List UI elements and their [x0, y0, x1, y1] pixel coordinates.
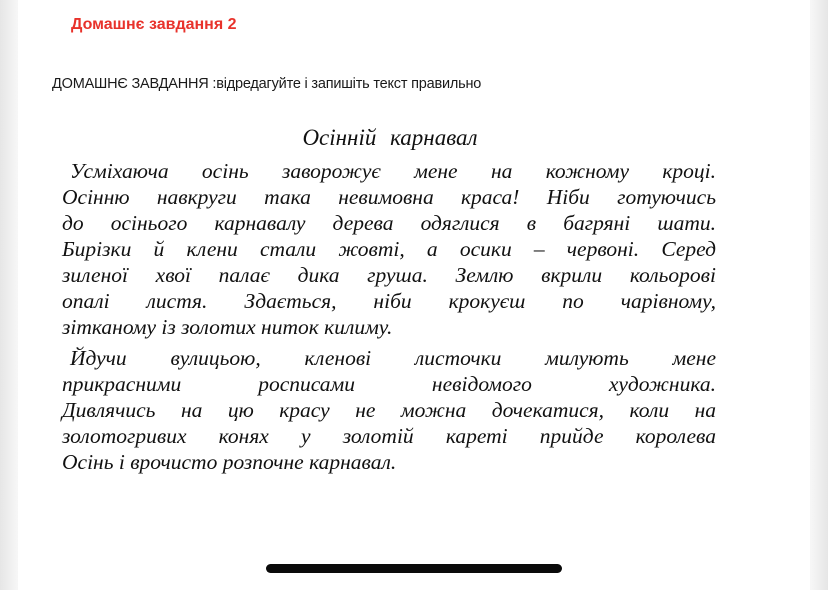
text-line: Осінь і врочисто розпочне карнавал.	[62, 450, 397, 474]
page-margin-left	[0, 0, 18, 590]
text-line: Осінню навкруги така невимовна краса! Ніби готуючись	[62, 185, 716, 209]
homework-heading: Домашнє завдання 2	[71, 16, 237, 33]
paragraph-1	[62, 158, 716, 340]
text-line: опалі листя. Здається, ніби крокуєш по чарівному,	[62, 289, 716, 313]
text-line: прикрасними росписами невідомого художника.	[62, 372, 716, 396]
paragraph-2	[62, 345, 716, 475]
home-indicator[interactable]	[266, 564, 562, 573]
text-title: Осінній карнавал	[302, 125, 478, 150]
document-page[interactable]	[18, 0, 810, 590]
text-line: зітканому із золотих ниток килиму.	[62, 315, 393, 339]
text-line: Усміхаюча осінь заворожує мене на кожному кроці.	[70, 159, 716, 183]
text-line: Йдучи вулицьою, кленові листочки милують мене	[70, 346, 716, 370]
text-line: Дивлячись на цю красу не можна дочекатися, коли на	[62, 398, 716, 422]
text-line: золотогривих конях у золотій кареті прийде королева	[62, 424, 716, 448]
text-line: зиленої хвої палає дика груша. Землю вкрили кольорові	[62, 263, 716, 287]
text-line: до осінього карнавалу дерева одяглися в багряні шати.	[62, 211, 716, 235]
assignment-instruction: ДОМАШНЄ ЗАВДАННЯ :відредагуйте і запишіть текст правильно	[52, 76, 482, 92]
page-margin-right	[810, 0, 828, 590]
text-line: Бирізки й клени стали жовті, а осики – червоні. Серед	[62, 237, 716, 261]
